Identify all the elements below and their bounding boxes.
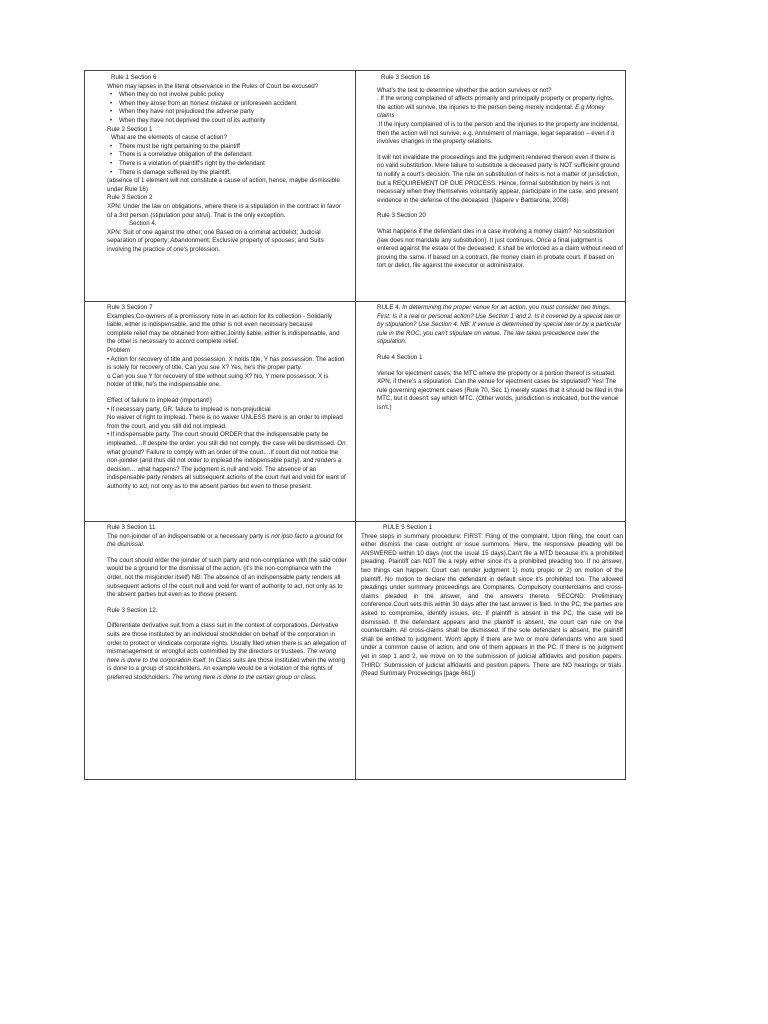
list-item: • When they arose from an honest mistake or unforeseen accident [115, 100, 347, 109]
column-divider [355, 71, 356, 779]
emphasis-text: The wrong here is done to the corporation itself. [107, 648, 337, 664]
cell-rule5-sec1 [361, 524, 623, 778]
list-item: • There is a correlative obligation of the defendant [115, 151, 347, 160]
row-divider [85, 521, 625, 522]
question-text: What are the elements of cause of action? [111, 134, 227, 142]
list-item: • When they have not prejudiced the adverse party [115, 108, 347, 117]
cell-rule4 [377, 304, 623, 519]
notes-table [84, 70, 626, 780]
paragraph: .If the injury complained of is to the person and the injuries to the property are incidental, then the action will not survive. e.g. Annulment of marriage, legal separation – even if it involves changes in the property relations. [377, 120, 619, 146]
cell-subheading: Rule 2 Section 1 [107, 125, 153, 133]
list-item: • When they do not involve public policy [115, 91, 347, 100]
paragraph-text: In determining the proper venue for an action, you must consider two things. First: Is it a real or personal action? Use Section 1 and 2. Is it covered by a special law or by stipulation? Use Section 4. NB: If venue is determined by special law or by a particular rule in the ROC, you can't stipulate on venue. The law takes precedence over the stipulation. [377, 304, 622, 346]
cell-heading: Rule 1 Section 6 [111, 74, 157, 81]
paragraph: • Action for recovery of title and possession. X holds title, Y has possession. The action is solely for recovery of title. Can you sue X? Yes, he's the proper party. [107, 355, 345, 372]
cell-heading: Rule 3 Section 16 [381, 74, 430, 81]
paragraph: complete relief may be obtained from either.Jointly liable, either is indispensable, and the other is necessary to accord complete relief. [107, 329, 340, 346]
cell-rule3-sec11 [107, 524, 347, 778]
question-text: What's the test to determine whether the action survives or not? [377, 86, 552, 94]
question-text: When may lapses in the literal observance in the Rules of Court be excused? [107, 82, 319, 90]
cell-rule3-sec16 [377, 74, 623, 299]
paragraph: Venue for ejectment cases; the MTC where the property or a portion thereof is situated. XPN, if there's a stipulation. Can the venue for ejectment cases be stipulated? Yes! The rule governing ejectment cases (Rule 70, Sec 1) merely states that it should be filed in the MTC, but it doesn't say which MTC. (Other words, jurisdiction is indicated, but the venue isn't.) [377, 369, 623, 411]
cell-heading: RULE 4. [377, 304, 401, 311]
paragraph: Examples:Co-owners of a promissory note in an action for its collection - Solidarily liable, either is indispensable, and the other is not even necessary because [107, 312, 332, 329]
paragraph: • If necessary party, GR: failure to implead is non-prejudicial [107, 405, 271, 413]
paragraph [107, 622, 347, 682]
cell-subheading: Rule 3 Section 20 [377, 212, 426, 220]
emphasis-text: not ipso facto a ground for the dismissal. [107, 532, 343, 549]
cell-heading: Rule 3 Section 7 [107, 304, 153, 311]
paragraph-text: The non-joinder of an indispensable or a necessary party is [107, 532, 270, 540]
paragraph: It will not invalidate the proceedings and the judgment rendered thereon even if there is no valid substitution. Mere failure to substitute a deceased party is NOT sufficient ground to nullify a court's decision. The rule on substitution of heirs is not a matter of jurisdiction, but a REQUIREMENT OF DUE PROCESS. Hence, formal substitution by heirs is not necessary when they themselves voluntarily appear, participate in the case, and present evidence in the defense of the deceased. (Napere v Barbarona, 2008) [377, 153, 620, 204]
cell-heading: Rule 3 Section 11 [107, 524, 156, 531]
list-item: • There must be right pertaining to the plaintiff [115, 143, 347, 152]
paragraph-text: Differentiate derivative suit from a class suit in the context of corporations. Derivative suits are those instituted by an individual stockholder on behalf of the corporation in order to protect or vindicate corporate rights. Usually filed when there is an allegation of mismanagement or wrongful acts committed by the directors or trustees. [107, 622, 347, 656]
problem-label: Problem [107, 346, 131, 354]
paragraph: The court should order the joinder of such party and non-compliance with the said order would be a ground for the dismissal of the action. (it's the non-compliance with the order, not the misjoinder itself) NB: The absence of an indispensable party renders all subsequent actions of the court null and void for want of authority to act, not only as to the absent parties but even as to those present. [107, 556, 347, 599]
paragraph: XPN: Under the law on obligations, where there is a stipulation in the contract in favor of a 3rd person (stipulation pour atrui). That is the only exception. [107, 202, 341, 219]
paragraph-text: In Class suits are those instituted when the wrong is done to a group of stockholders. An example would be a violation of the rights of preferred stockholders. [107, 656, 346, 681]
cell-heading: RULE 5 Section 1 [383, 524, 433, 531]
row-divider [85, 301, 625, 302]
cell-rule1-sec6 [107, 74, 347, 299]
paragraph-text: . If the wrong complained of affects primarily and principally property or property rights, the action will survive, the injuries to the person being merely incidental. [377, 95, 614, 111]
cell-subheading: Rule 3 Section 12. [107, 606, 158, 614]
bullet-list [107, 143, 347, 177]
cell-rule3-sec7 [107, 304, 347, 519]
paragraph: XPN: Suit of one against the other; one Based on a criminal act/delict; Judicial separation of property; Abandonment; Exclusive property of spouses; and Suits involving the practice of one's profession. [107, 228, 324, 253]
paragraph: What happens if the defendant dies in a case involving a money claim? No substitution (law does not mandate any substitution). It just continues. Once a final judgment is entered against the estate of the deceased, it shall be enforced as a claim without need of proving the same. If based on a contract, file money claim in probate court. If based on tort or delict, file against the executor or administrator. [377, 227, 623, 270]
paragraph [377, 304, 623, 347]
list-item: • There is damage suffered by the plaintiff. [115, 169, 347, 178]
paragraph: No waiver of right to implead. There is no waiver UNLESS there is an order to implead from the court, and you still did not implead. [107, 414, 343, 430]
paragraph: o Can you sue Y for recovery of title without suing X? No, Y mere possessor. X is holder of title, he's the indispensable one. [107, 372, 329, 389]
paragraph: • If indispensable party. The court should ORDER that the indispensable party be impleaded. ..If despite the order, you still did not comply, the case will be dismissed. On what ground? Failure to comply with an order of the court. ..If court did not notice the non-joinder (and thus did not order to implead the indispensable party), and renders a decision… what happens? The judgment is null and void. The absence of an indispensable party renders all subsequent actions of the court null and void for want of authority to act, not only as to the absent parties but even to those present. [107, 431, 346, 490]
list-item: • When they have not deprived the court of its authority [115, 117, 347, 126]
list-item: • There is a violation of plaintiff's right by the defendant [115, 160, 347, 169]
example-text: E.g Money claims [377, 103, 605, 120]
note-text: (absence of 1 element will not constitute a cause of action, hence, maybe dismissible under Rule 16) [107, 177, 340, 193]
paragraph: Three steps in summary procedure: FIRST: Filing of the complaint. Upon filing, the court can either dismiss the case outright or issue summons. Here, the responsive pleading will be ANSWERED within 10 days (not the usual 15 days).Can't file a MTD because it's a prohibited pleading. Plaintiff can NOT file a reply either since it's a prohibited pleading too. If no answer, two things can happen: Court can render judgment 1) motu propio or 2) on motion of the plaintiff. No motion to declare the defendant in default since it's prohibited too. The allowed pleadings under summary proceedings are Complaints, Compulsory counterclaims and cross-claims pleaded in the answer, and the answers thereto. SECOND: Preliminary conference.Court sets this within 30 days after the last answer is filed. In the PC, the parties are asked to compromise, identify issues, etc. If plaintiff is absent in the PC, the case will be dismissed. If the defendant appears and the plaintiff is absent, the court can rule on the counterclaim. All cross-claims shall be dismissed. If the sole defendant is absent, the plaintiff shall be entitled to judgment. Won't apply if there are two or more defendants who are sued under a common cause of action, and one of them appears in the PC. If there is no judgment yet in step 1 and 2, we move on to the submission of judicial affidavits and position papers. THIRD: Submission of judicial affidavits and position papers. There are NO hearings or trials. (Read Summary Proceedings [page 661]) [361, 532, 623, 678]
paragraph [377, 95, 623, 121]
cell-subheading: Rule 3 Section 2 [107, 194, 153, 202]
emphasis-text: The wrong here is done to the certain group or class. [172, 673, 317, 681]
cell-subheading: Section 4. [129, 220, 157, 228]
cell-subheading: Effect of failure to implead (important!) [107, 396, 212, 404]
bullet-list [107, 91, 347, 125]
cell-subheading: Rule 4 Section 1 [377, 353, 423, 361]
paragraph [107, 533, 347, 550]
